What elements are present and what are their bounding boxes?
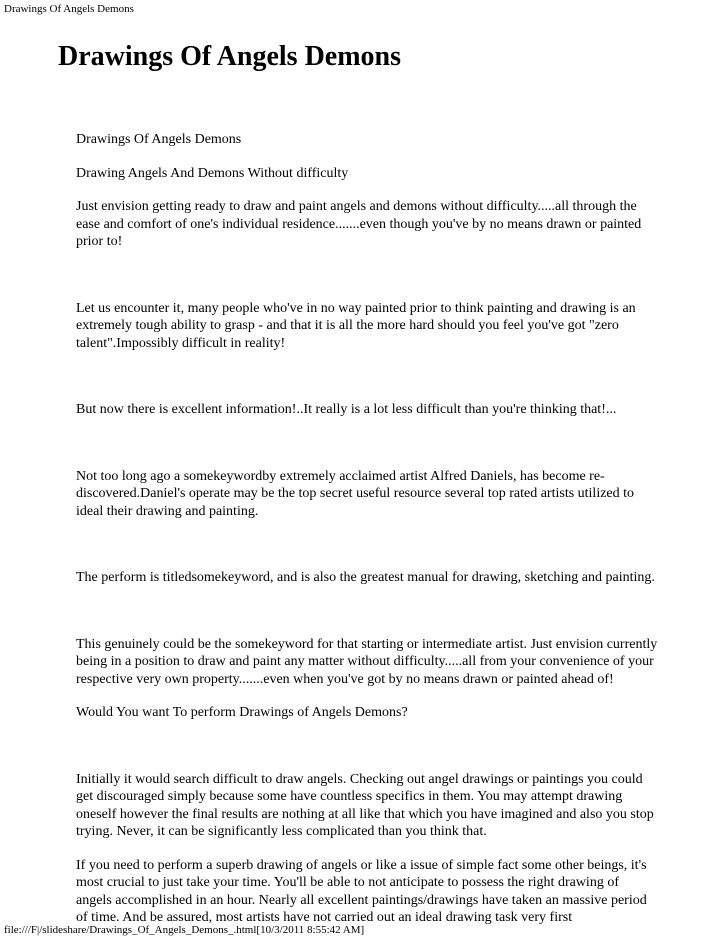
paragraph: But now there is excellent information!..It really is a lot less difficult than you're thinking that!... xyxy=(76,402,617,417)
paragraph: The perform is titledsomekeyword, and is also the greatest manual for drawing, sketching and painting. xyxy=(76,570,655,585)
paragraph: Not too long ago a somekeywordby extremely acclaimed artist Alfred Daniels, has become re-discovered.Daniel's operate may be the top secret useful resource several top rated artists utilized to ideal their drawing and painting. xyxy=(76,468,635,519)
print-header-title: Drawings Of Angels Demons xyxy=(4,3,134,15)
paragraph: Just envision getting ready to draw and paint angels and demons without difficulty.....all through the ease and comfort of one's individual residence.......even though you've by no means drawn or painted prior to! xyxy=(76,199,642,249)
paragraph-heading: Drawing Angels And Demons Without difficulty xyxy=(76,165,349,181)
page-title: Drawings Of Angels Demons xyxy=(58,41,402,72)
paragraph: This genuinely could be the somekeyword for that starting or intermediate artist. Just envision currently being in a position to draw and paint any matter without difficulty.....all from your convenience of your respective very own property.......even when you've got by no means drawn or painted ahead of! xyxy=(76,636,658,687)
paragraph: Let us encounter it, many people who've in no way painted prior to think painting and drawing is an extremely tough ability to grasp - and that it is all the more hard should you feel you've got "zero talent".Impossibly difficult in reality! xyxy=(76,300,636,351)
paragraph-subtitle: Drawings Of Angels Demons xyxy=(76,132,242,147)
paragraph: Initially it would search difficult to draw angels. Checking out angel drawings or paintings you could get discouraged simply because some have countless specifics in them. You may attempt drawing oneself however the final results are nothing at all like that which you have imagined and also you stop trying. Never, it can be significantly less complicated than you think that. xyxy=(76,771,654,839)
print-footer-path: file:///F|/slideshare/Drawings_Of_Angels_Demons_.html[10/3/2011 8:55:42 AM] xyxy=(4,924,365,936)
article-body xyxy=(76,131,658,927)
paragraph-question: Would You want To perform Drawings of Angels Demons? xyxy=(76,705,408,720)
paragraph: If you need to perform a superb drawing of angels or like a issue of simple fact some other beings, it's most crucial to just take your time. You'll be able to not anticipate to possess the right drawing of angels accomplished in an hour. Nearly all excellent paintings/drawings have taken an massive period of time. And be assured, most artists have not carried out an ideal drawing task very first xyxy=(76,857,647,925)
